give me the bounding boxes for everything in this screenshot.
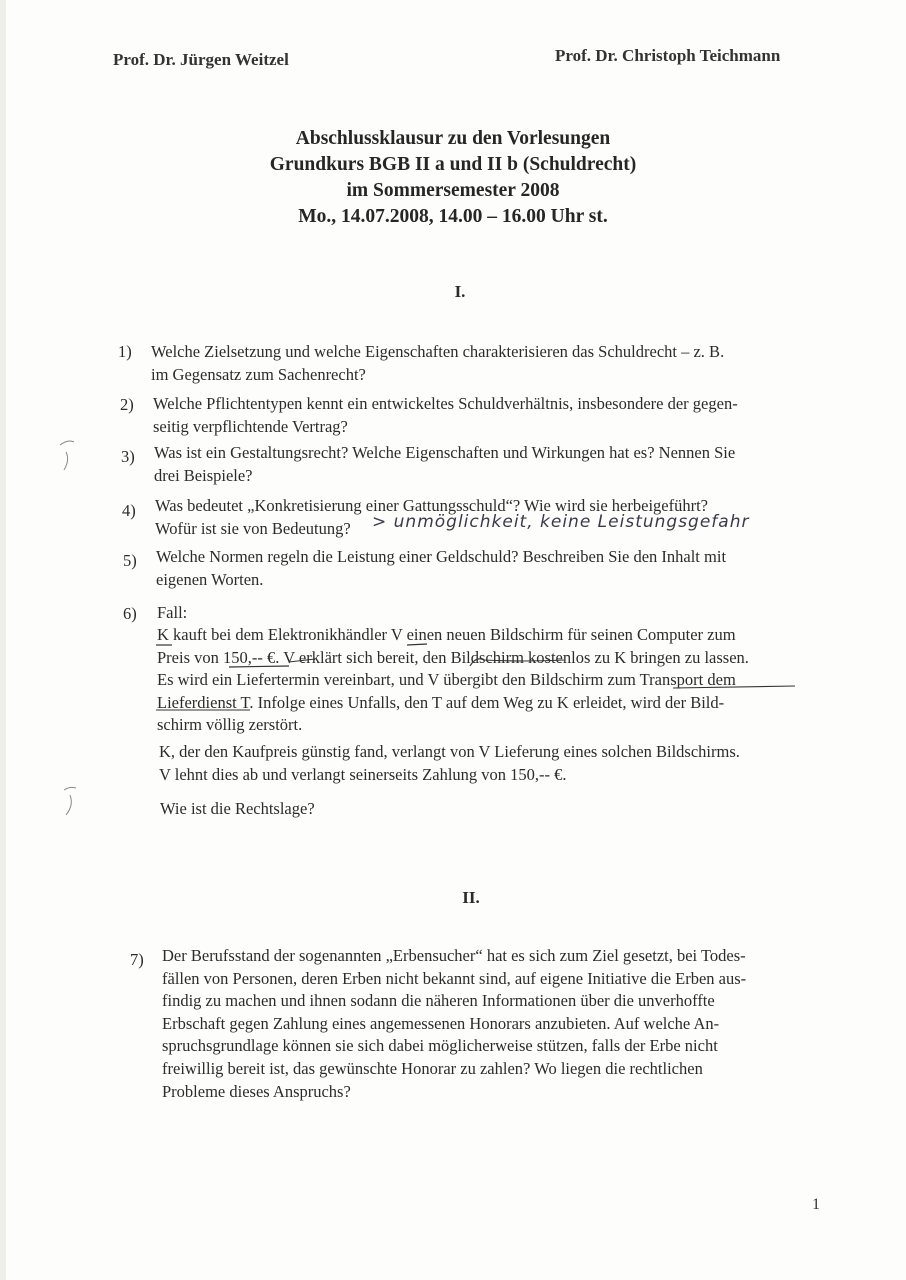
text-line: Preis von 150,-- €. V erklärt sich bereit, den Bildschirm kostenlos zu K bringen zu lassen.: [157, 647, 749, 667]
text-line: freiwillig bereit ist, das gewünschte Honorar zu zahlen? Wo liegen die rechtlichen: [162, 1058, 703, 1078]
section-heading-2: II.: [462, 888, 480, 907]
text-line: eigenen Worten.: [156, 569, 264, 589]
handwritten-note-q4: > unmöglichkeit, keine Leistungsgefahr: [372, 512, 750, 532]
margin-pencil-mark: [64, 787, 76, 815]
text-line: Fall:: [157, 603, 188, 622]
page-number: 1: [812, 1196, 820, 1213]
question-number: 5): [123, 551, 137, 570]
question-number: 7): [130, 950, 144, 969]
text-line: schirm völlig zerstört.: [157, 715, 303, 735]
pen-underline: [407, 644, 427, 645]
text-line: Erbschaft gegen Zahlung eines angemessenen Honorars anzubieten. Auf welche An-: [162, 1013, 720, 1033]
text-line: Was bedeutet „Konkretisierung einer Gattungsschuld“? Wie wird sie herbeigeführt?: [155, 496, 709, 515]
text-line: Wofür ist sie von Bedeutung?: [155, 518, 351, 538]
text-line: Wie ist die Rechtslage?: [160, 799, 315, 818]
text-line: fällen von Personen, deren Erben nicht bekannt sind, auf eigene Initiative die Erben aus-: [162, 968, 747, 988]
title-line-2: Grundkurs BGB II a und II b (Schuldrecht): [269, 154, 637, 175]
text-line: K kauft bei dem Elektronikhändler V einen neuen Bildschirm für seinen Computer zum: [157, 625, 736, 644]
text-line: Es wird ein Liefertermin vereinbart, und V übergibt den Bildschirm zum Transport dem: [157, 670, 736, 690]
margin-pencil-mark: [60, 441, 74, 470]
question-number: 3): [121, 447, 135, 466]
pen-underline: [470, 659, 564, 666]
pen-strike: [289, 659, 315, 662]
text-line: Welche Normen regeln die Leistung einer Geldschuld? Beschreiben Sie den Inhalt mit: [156, 547, 727, 566]
title-line-3: im Sommersemester 2008: [346, 180, 560, 201]
section-heading-1: I.: [454, 282, 466, 301]
text-line: spruchsgrundlage können sie sich dabei möglicherweise stützen, falls der Erbe nicht: [162, 1036, 718, 1056]
text-line: V lehnt dies ab und verlangt seinerseits Zahlung von 150,-- €.: [159, 764, 567, 784]
header-right-professor: Prof. Dr. Christoph Teichmann: [555, 46, 781, 65]
title-line-4: Mo., 14.07.2008, 14.00 – 16.00 Uhr st.: [298, 206, 608, 227]
scan-edge-shadow: [0, 0, 6, 1280]
pen-underline: [673, 686, 795, 688]
text-line: K, der den Kaufpreis günstig fand, verlangt von V Lieferung eines solchen Bildschirms.: [159, 742, 740, 761]
header-left-professor: Prof. Dr. Jürgen Weitzel: [113, 50, 289, 69]
text-line: Lieferdienst T. Infolge eines Unfalls, den T auf dem Weg zu K erleidet, wird der Bild-: [157, 692, 725, 712]
text-line: Welche Zielsetzung und welche Eigenschaften charakterisieren das Schuldrecht – z. B.: [151, 342, 725, 361]
text-line: findig zu machen und ihnen sodann die näheren Informationen über die unverhoffte: [162, 991, 715, 1011]
question-number: 2): [120, 395, 134, 414]
question-number: 6): [123, 604, 137, 623]
question-number: 1): [118, 342, 132, 361]
text-line: im Gegensatz zum Sachenrecht?: [151, 364, 366, 384]
pen-underline: [229, 666, 289, 667]
text-line: Welche Pflichtentypen kennt ein entwickeltes Schuldverhältnis, insbesondere der gegen-: [153, 394, 738, 413]
question-number: 4): [122, 501, 136, 520]
text-line: drei Beispiele?: [154, 465, 253, 485]
text-line: Was ist ein Gestaltungsrecht? Welche Eigenschaften und Wirkungen hat es? Nennen Sie: [154, 443, 736, 462]
text-line: Probleme dieses Anspruchs?: [162, 1081, 351, 1101]
text-line: seitig verpflichtende Vertrag?: [153, 416, 348, 436]
text-line: Der Berufsstand der sogenannten „Erbensucher“ hat es sich zum Ziel gesetzt, bei Todes-: [162, 946, 746, 965]
title-line-1: Abschlussklausur zu den Vorlesungen: [295, 128, 611, 149]
